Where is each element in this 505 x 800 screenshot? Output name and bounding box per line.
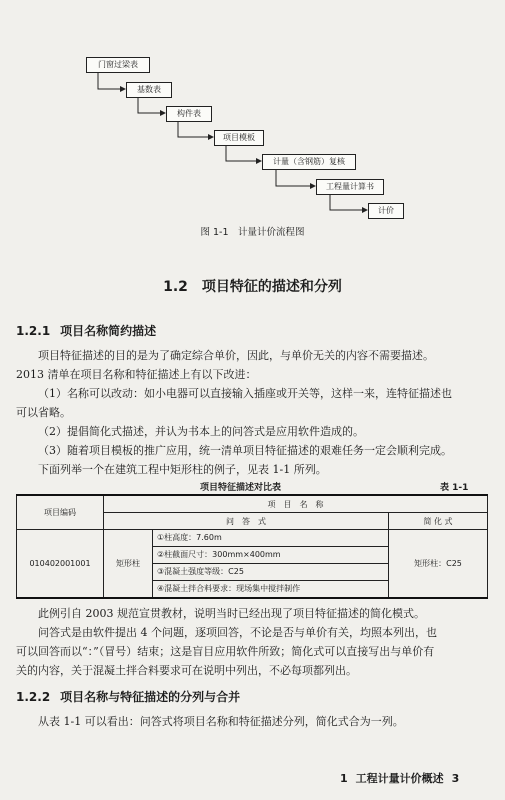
footer-title: 工程计量计价概述	[355, 772, 444, 785]
table-number: 表 1-1	[440, 483, 469, 493]
flow-step-item-template: 项目模板	[214, 130, 264, 146]
subsection-number: 1.2.1	[16, 324, 51, 338]
item-code: 010402001001	[17, 530, 104, 599]
paragraph: 此例引自 2003 规范宣贯教材，说明当时已经出现了项目特征描述的简化模式。	[38, 607, 425, 620]
footer-chapter: 1	[340, 772, 348, 785]
subsection-number: 1.2.2	[16, 690, 51, 704]
flow-step-quantity-review: 计量（含钢筋）复核	[262, 154, 356, 170]
qa-row: ③混凝土强度等级：C25	[153, 564, 388, 581]
table-title: 项目特征描述对比表	[200, 483, 282, 493]
header-code: 项目编码	[17, 495, 104, 530]
header-simple: 简 化 式	[389, 513, 488, 530]
section-heading: 1.2 项目特征的描述和分列	[163, 279, 342, 295]
flow-step-pricing: 计价	[368, 203, 404, 219]
flow-step-base-table: 基数表	[126, 82, 172, 98]
header-qa: 问 答 式	[104, 513, 389, 530]
qa-row: ②柱截面尺寸：300mm×400mm	[153, 547, 388, 564]
paragraph: 问答式是由软件提出 4 个问题，逐项回答，不论是否与单价有关，均照本列出，也	[38, 626, 437, 639]
item-name: 矩形柱	[104, 530, 153, 599]
paragraph: 从表 1-1 可以看出：问答式将项目名称和特征描述分列，简化式合为一列。	[38, 715, 404, 728]
qa-row: ①柱高度：7.60m	[153, 530, 388, 547]
paragraph: （3）随着项目模板的推广应用，统一清单项目特征描述的艰难任务一定会顺利完成。	[38, 444, 452, 457]
simple-cell: 矩形柱：C25	[389, 530, 488, 599]
flow-step-window-lintel: 门窗过梁表	[86, 57, 150, 73]
figure-caption: 图 1-1 计量计价流程图	[200, 227, 305, 238]
qa-row: ④混凝土拌合料要求：现场集中搅拌制作	[157, 584, 301, 593]
paragraph: （2）提倡简化式描述，并认为书本上的问答式是应用软件造成的。	[38, 425, 364, 438]
subsection-title: 项目名称与特征描述的分列与合并	[60, 690, 241, 704]
comparison-table	[16, 494, 488, 599]
paragraph: 关的内容，关于混凝土拌合料要求可在说明中列出，不必每项都列出。	[16, 664, 357, 677]
paragraph: 项目特征描述的目的是为了确定综合单价，因此，与单价无关的内容不需要描述。	[38, 349, 434, 362]
subsection-heading-2	[16, 688, 240, 705]
flowchart-connectors	[0, 0, 505, 240]
paragraph: 下面列举一个在建筑工程中矩形柱的例子，见表 1-1 所列。	[38, 463, 327, 476]
qa-cell	[153, 530, 389, 599]
header-name: 项 目 名 称	[104, 495, 488, 513]
page-footer	[340, 770, 467, 786]
flow-step-quantity-book: 工程量计算书	[316, 179, 384, 195]
flow-step-component-table: 构件表	[166, 106, 212, 122]
paragraph: （1）名称可以改动：如小电器可以直接输入插座或开关等，这样一来，连特征描述也	[38, 387, 452, 400]
paragraph: 可以省略。	[16, 406, 71, 419]
page-number: 3	[451, 772, 460, 785]
paragraph: 可以回答而以“：”（冒号）结束；这是盲目应用软件所致；简化式可以直接写出与单价有	[16, 645, 435, 658]
subsection-title: 项目名称简约描述	[60, 324, 157, 338]
subsection-heading-1	[16, 322, 156, 339]
paragraph: 2013 清单在项目名称和特征描述上有以下改进：	[16, 368, 257, 381]
